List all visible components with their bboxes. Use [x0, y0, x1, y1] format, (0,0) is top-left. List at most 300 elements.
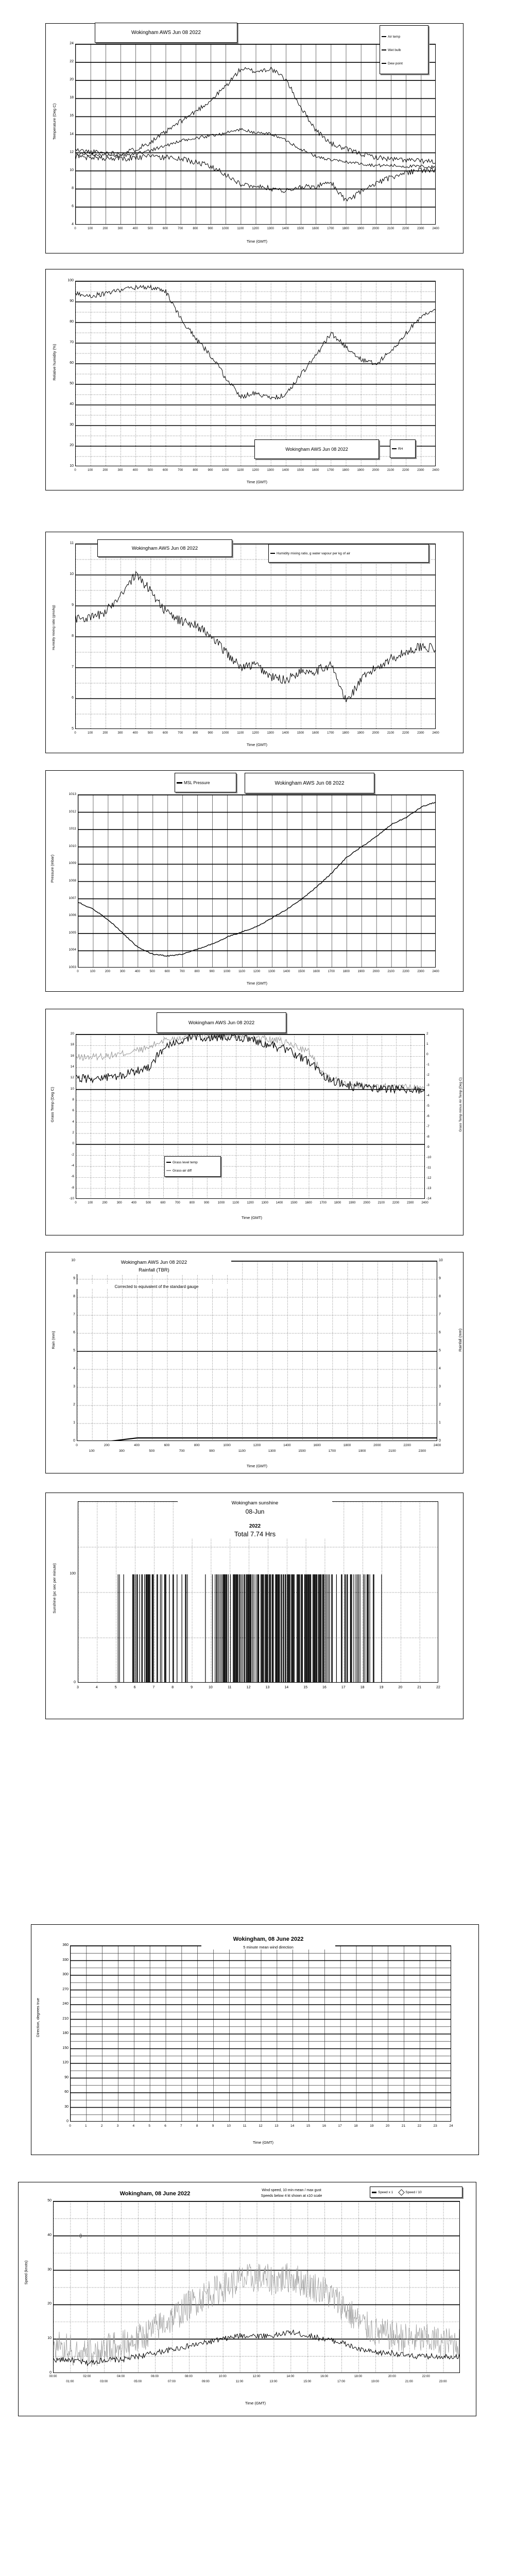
x-tick-label: 600: [164, 970, 170, 973]
chart-title-sunshine-line3: 2022: [249, 1523, 261, 1529]
x-tick-label: 1600: [312, 469, 319, 472]
x-tick-label: 03:00: [100, 2380, 108, 2383]
y-tick-label: 6: [439, 1331, 441, 1334]
y-tick-label: 10: [439, 1259, 443, 1262]
x-tick-label: 1800: [342, 469, 349, 472]
x-tick-label: 2400: [432, 469, 439, 472]
x-tick-label: 1600: [313, 970, 320, 973]
x-tick-label: 15: [306, 2124, 311, 2128]
y-tick-label: 330: [62, 1958, 68, 1962]
chart-panel-humidity-mixing-ratio: [45, 532, 464, 753]
x-tick-label: 1400: [282, 732, 289, 735]
y-axis-title-msl-pressure: Pressure (mbar): [50, 854, 55, 883]
x-tick-label: 600: [160, 1201, 166, 1205]
x-tick-label: 1800: [342, 970, 350, 973]
y-tick-label: 8: [72, 634, 74, 638]
y-axis-title-temperature: Temperature (Deg C): [52, 103, 57, 140]
y-tick-label: -10: [69, 1197, 74, 1200]
y-axis-title-wind-direction: Direction, degrees true: [36, 1998, 40, 2037]
x-tick-label: 1500: [297, 732, 304, 735]
y-tick-label: -10: [426, 1156, 432, 1159]
x-tick-label: 400: [132, 732, 138, 735]
x-tick-label: 20:00: [388, 2375, 396, 2378]
x-tick-label: 2400: [432, 970, 439, 973]
y-tick-label: 0: [72, 1142, 74, 1146]
y-tick-label: 1: [439, 1421, 441, 1425]
y-tick-label: 1005: [68, 930, 76, 935]
x-tick-label: 12: [259, 2124, 263, 2128]
y-tick-label: 10: [70, 572, 74, 576]
x-tick-label: 1200: [253, 970, 261, 973]
y-tick-label: 360: [62, 1943, 68, 1947]
y-tick-label: 4: [72, 1120, 74, 1124]
chart-legend-msl-pressure: [175, 773, 236, 792]
x-tick-label: 600: [162, 227, 168, 230]
y-tick-label: 80: [70, 320, 74, 324]
x-tick-label: 400: [132, 227, 138, 230]
x-tick-label: 700: [178, 469, 183, 472]
x-tick-label: 2200: [402, 732, 409, 735]
x-tick-label: 2000: [372, 227, 379, 230]
x-tick-label: 1100: [232, 1201, 239, 1205]
x-tick-label: 200: [105, 970, 110, 973]
x-tick-label: 2: [100, 2124, 103, 2128]
x-tick-label: 1800: [342, 227, 349, 230]
x-tick-label: 1500: [298, 1449, 306, 1453]
x-tick-label: 800: [193, 469, 198, 472]
x-tick-label: 1500: [298, 970, 305, 973]
x-tick-label: 600: [164, 1444, 170, 1447]
y-tick-label: 8: [439, 1295, 441, 1298]
y-tick-label: -8: [71, 1185, 74, 1190]
y-tick-label: 6: [72, 204, 74, 208]
x-tick-label: 2000: [372, 469, 379, 472]
y-tick-label: 20: [70, 78, 74, 82]
y-tick-label: 40: [47, 2233, 52, 2237]
y-axis-title-relative-humidity: Relative humidity (%): [52, 344, 57, 381]
x-tick-label: 1000: [221, 469, 229, 472]
x-tick-label: 900: [204, 1201, 210, 1205]
y-tick-label: 5: [72, 727, 74, 731]
x-tick-label: 1300: [267, 227, 274, 230]
x-tick-label: 3: [116, 2124, 119, 2128]
x-tick-label: 3: [77, 1686, 79, 1689]
trace-wind-direction: [71, 1946, 451, 2122]
y-tick-label: 100: [67, 279, 74, 282]
y-tick-label: 9: [72, 603, 74, 607]
x-tick-label: 2100: [387, 469, 394, 472]
legend-swatch-air-temp: [382, 36, 386, 37]
x-tick-label: 05:00: [134, 2380, 142, 2383]
x-tick-label: 19: [379, 1686, 384, 1689]
x-tick-label: 13: [274, 2124, 279, 2128]
x-axis-title-relative-humidity: Time (GMT): [246, 480, 268, 484]
x-tick-label: 300: [116, 1201, 122, 1205]
y-tick-label: 30: [64, 2105, 68, 2109]
chart-subtitle-wind-speed-line1: Wind speed, 10 min mean / max gust: [262, 2189, 321, 2192]
plot-area-grass-temperature: [76, 1034, 425, 1199]
y-tick-label: 120: [62, 2061, 68, 2064]
y-tick-label: 2: [426, 1032, 428, 1036]
x-tick-label: 0: [76, 1444, 78, 1447]
legend-label-rh: RH: [398, 447, 403, 451]
x-tick-label: 20: [386, 2124, 390, 2128]
x-tick-label: 1400: [282, 469, 289, 472]
plot-area-msl-pressure: [78, 794, 436, 968]
y-tick-label: 9: [73, 1277, 75, 1280]
x-tick-label: 300: [117, 732, 123, 735]
x-tick-label: 900: [208, 469, 213, 472]
x-tick-label: 0: [77, 970, 79, 973]
y-tick-label: -2: [71, 1153, 74, 1157]
x-tick-label: 2100: [387, 227, 394, 230]
chart-title-rainfall-line2: Rainfall (TBR): [139, 1267, 169, 1273]
y-tick-label: 7: [72, 665, 74, 669]
legend-swatch-wet-bulb: [382, 49, 386, 50]
x-tick-label: 11: [228, 1686, 232, 1689]
x-tick-label: 700: [178, 227, 183, 230]
legend-swatch-speed-x1: [372, 2192, 376, 2193]
y-tick-label: 6: [72, 696, 74, 700]
x-tick-label: 2200: [402, 469, 409, 472]
x-tick-label: 1700: [327, 227, 334, 230]
chart-title-sunshine: [178, 1500, 332, 1538]
x-tick-label: 600: [162, 469, 168, 472]
x-tick-label: 1000: [221, 732, 229, 735]
chart-legend-humidity-mixing-ratio: [268, 544, 429, 563]
x-tick-label: 16: [322, 1686, 327, 1689]
y-tick-label: 20: [70, 1032, 74, 1036]
y-tick-label: 1010: [68, 844, 76, 848]
x-tick-label: 4: [95, 1686, 98, 1689]
x-tick-label: 1900: [357, 732, 364, 735]
y-axis-title-rainfall-right: Rainfall (mm): [458, 1328, 462, 1352]
x-tick-label: 1000: [223, 970, 231, 973]
x-tick-label: 200: [102, 469, 108, 472]
x-tick-label: 2200: [392, 1201, 400, 1205]
trace-humidity-mixing-ratio: [76, 544, 436, 729]
x-tick-label: 10: [227, 2124, 231, 2128]
x-tick-label: 2300: [407, 1201, 414, 1205]
plot-area-wind-direction: [70, 1945, 451, 2122]
x-tick-label: 0: [74, 469, 76, 472]
chart-panel-wind-direction: [31, 1924, 479, 2155]
y-tick-label: -6: [426, 1114, 430, 1118]
y-tick-label: 1: [73, 1421, 75, 1425]
x-tick-label: 1200: [247, 1201, 254, 1205]
legend-label-air-temp: Air temp: [388, 35, 401, 39]
chart-panel-wind-speed: [18, 2182, 476, 2416]
x-tick-label: 1400: [282, 227, 289, 230]
x-tick-label: 08:00: [184, 2375, 193, 2378]
x-tick-label: 1900: [358, 1449, 366, 1453]
x-tick-label: 700: [179, 970, 185, 973]
x-tick-label: 100: [88, 227, 93, 230]
x-tick-label: 800: [193, 732, 198, 735]
y-tick-label: 4: [72, 223, 74, 226]
y-tick-label: 1012: [68, 809, 76, 814]
y-tick-label: 0: [49, 2371, 52, 2375]
x-tick-label: 2400: [432, 732, 439, 735]
x-tick-label: 1500: [297, 469, 304, 472]
x-tick-label: 06:00: [150, 2375, 159, 2378]
x-tick-label: 500: [147, 469, 153, 472]
legend-swatch-grass-level-temp: [166, 1162, 171, 1163]
y-tick-label: 40: [70, 402, 74, 406]
x-tick-label: 2100: [388, 1449, 396, 1453]
y-tick-label: 20: [47, 2302, 52, 2306]
x-tick-label: 500: [147, 227, 153, 230]
chart-title-grass-temperature: Wokingham AWS Jun 08 2022: [157, 1012, 286, 1033]
y-tick-label: 8: [73, 1295, 75, 1298]
x-tick-label: 07:00: [167, 2380, 176, 2383]
x-tick-label: 1600: [312, 227, 319, 230]
y-tick-label: -11: [426, 1166, 431, 1170]
x-tick-label: 1500: [297, 227, 304, 230]
chart-title-wind-direction-line2: 5 minute mean wind direction: [243, 1945, 294, 1950]
x-tick-label: 1100: [238, 1449, 246, 1453]
chart-panel-sunshine: [45, 1493, 464, 1719]
x-tick-label: 800: [189, 1201, 195, 1205]
x-tick-label: 2300: [417, 469, 424, 472]
chart-panel-msl-pressure: [45, 770, 464, 992]
x-tick-label: 2300: [417, 970, 424, 973]
x-tick-label: 100: [88, 732, 93, 735]
x-tick-label: 900: [209, 970, 215, 973]
y-tick-label: -12: [426, 1176, 432, 1180]
x-tick-label: 1900: [357, 469, 364, 472]
x-tick-label: 2100: [377, 1201, 385, 1205]
chart-title-humidity-mixing-ratio: Wokingham AWS Jun 08 2022: [97, 539, 232, 557]
x-tick-label: 900: [209, 1449, 215, 1453]
x-tick-label: 17:00: [337, 2380, 346, 2383]
x-tick-label: 100: [88, 469, 93, 472]
x-tick-label: 500: [149, 1449, 155, 1453]
x-tick-label: 2000: [372, 970, 380, 973]
x-tick-label: 2400: [433, 1444, 441, 1447]
y-tick-label: 9: [439, 1277, 441, 1280]
x-tick-label: 600: [162, 732, 168, 735]
x-tick-label: 0: [74, 227, 76, 230]
y-tick-label: 150: [62, 2046, 68, 2050]
y-tick-label: 8: [72, 186, 74, 190]
x-tick-label: 2300: [418, 1449, 426, 1453]
x-tick-label: 15: [303, 1686, 307, 1689]
x-tick-label: 800: [194, 1444, 200, 1447]
y-tick-label: 3: [439, 1385, 441, 1388]
x-tick-label: 100: [89, 1449, 95, 1453]
trace-wind-speed: [54, 2201, 460, 2373]
y-tick-label: 18: [70, 1043, 74, 1047]
x-tick-label: 0: [75, 1201, 77, 1205]
legend-label-speed-div10: Speed / 10: [405, 2190, 422, 2194]
legend-label-grass-level-temp: Grass level temp: [173, 1160, 198, 1164]
y-tick-label: -9: [426, 1145, 430, 1149]
plot-area-relative-humidity: [75, 281, 436, 466]
x-tick-label: 2000: [363, 1201, 370, 1205]
legend-label-speed-x1: Speed x 1: [378, 2190, 393, 2194]
x-tick-label: 900: [208, 732, 213, 735]
x-tick-label: 1400: [276, 1201, 283, 1205]
chart-panel-temperature: [45, 23, 464, 253]
x-tick-label: 1300: [261, 1201, 268, 1205]
x-tick-label: 1100: [237, 732, 244, 735]
x-tick-label: 700: [179, 1449, 185, 1453]
x-tick-label: 1600: [305, 1201, 312, 1205]
trace-grass-temperature: [76, 1035, 425, 1199]
y-tick-label: 7: [73, 1313, 75, 1316]
x-tick-label: 14: [290, 2124, 295, 2128]
x-tick-label: 1700: [327, 732, 334, 735]
x-tick-label: 18: [360, 1686, 365, 1689]
x-tick-label: 1800: [334, 1201, 341, 1205]
x-tick-label: 8: [196, 2124, 198, 2128]
x-tick-label: 01:00: [66, 2380, 74, 2383]
x-tick-label: 6: [164, 2124, 166, 2128]
y-tick-label: 10: [70, 168, 74, 172]
x-tick-label: 500: [149, 970, 155, 973]
y-tick-label: 12: [70, 150, 74, 154]
x-tick-label: 11:00: [235, 2380, 244, 2383]
x-tick-label: 100: [90, 970, 95, 973]
x-tick-label: 17: [338, 2124, 342, 2128]
y-tick-label: 1004: [68, 948, 76, 952]
x-tick-label: 1300: [268, 1449, 276, 1453]
x-tick-label: 5: [114, 1686, 117, 1689]
x-tick-label: 22: [436, 1686, 440, 1689]
chart-title-relative-humidity: Wokingham AWS Jun 08 2022: [254, 439, 379, 459]
y-tick-label: 0: [66, 2120, 68, 2123]
y-tick-label: 2: [439, 1403, 441, 1406]
y-tick-label: 18: [70, 96, 74, 100]
x-tick-label: 700: [178, 732, 183, 735]
chart-panel-rainfall: [45, 1252, 464, 1473]
x-tick-label: 1200: [252, 227, 259, 230]
y-tick-label: -2: [426, 1073, 430, 1077]
legend-label-dew-point: Dew point: [388, 61, 403, 65]
x-tick-label: 2400: [432, 227, 439, 230]
x-tick-label: 14:00: [286, 2375, 295, 2378]
y-tick-label: 16: [70, 114, 74, 118]
x-tick-label: 1100: [237, 469, 244, 472]
x-tick-label: 1600: [312, 732, 319, 735]
x-tick-label: 1900: [357, 970, 365, 973]
legend-swatch-dew-point: [382, 63, 386, 64]
y-tick-label: 0: [74, 1681, 76, 1684]
y-tick-label: 14: [70, 1065, 74, 1069]
x-tick-label: 8: [171, 1686, 174, 1689]
y-tick-label: 2: [73, 1403, 75, 1406]
y-tick-label: 180: [62, 2031, 68, 2035]
x-tick-label: 7: [152, 1686, 155, 1689]
y-tick-label: -7: [426, 1125, 430, 1128]
x-tick-label: 2200: [403, 1444, 411, 1447]
legend-label-hmr: Humidity mixing ratio, g water vapour per kg of air: [277, 551, 351, 555]
x-tick-label: 0: [69, 2124, 71, 2128]
y-tick-label: -13: [426, 1187, 432, 1190]
x-tick-label: 23:00: [439, 2380, 447, 2383]
y-tick-label: 1: [426, 1042, 428, 1046]
x-tick-label: 02:00: [83, 2375, 91, 2378]
y-tick-label: -5: [426, 1104, 430, 1108]
y-tick-label: 270: [62, 1987, 68, 1991]
x-tick-label: 1200: [252, 732, 259, 735]
x-tick-label: 400: [132, 469, 138, 472]
chart-title-rainfall-line1: Wokingham AWS Jun 08 2022: [121, 1260, 187, 1265]
y-tick-label: 10: [47, 2336, 52, 2341]
x-tick-label: 17: [341, 1686, 346, 1689]
y-tick-label: 6: [72, 1109, 74, 1113]
x-tick-label: 1100: [238, 970, 245, 973]
x-axis-title-rainfall: Time (GMT): [246, 1464, 268, 1468]
x-tick-label: 1200: [253, 1444, 261, 1447]
x-tick-label: 10: [208, 1686, 213, 1689]
chart-legend-temperature: [380, 25, 428, 74]
x-tick-label: 13: [265, 1686, 270, 1689]
x-tick-label: 0: [74, 732, 76, 735]
y-tick-label: 90: [70, 299, 74, 303]
y-tick-label: -4: [71, 1164, 74, 1167]
x-tick-label: 1300: [268, 970, 276, 973]
y-tick-label: 240: [62, 2002, 68, 2006]
x-tick-label: 21: [417, 1686, 422, 1689]
y-tick-label: 10: [70, 1087, 74, 1091]
x-tick-label: 1400: [283, 1444, 291, 1447]
x-tick-label: 23: [433, 2124, 437, 2128]
chart-subtitle-wind-speed: [225, 2188, 358, 2199]
y-tick-label: 1003: [68, 965, 76, 969]
y-axis-title-grass-temperature: Grass Temp (Deg C): [50, 1087, 55, 1123]
legend-swatch-speed-div10: [398, 2189, 405, 2196]
x-tick-label: 12:00: [252, 2375, 261, 2378]
y-tick-label: 1008: [68, 879, 76, 883]
plot-area-wind-speed: [53, 2201, 460, 2373]
x-tick-label: 900: [208, 227, 213, 230]
chart-title-sunshine-line2: 08-Jun: [245, 1508, 265, 1515]
y-tick-label: -8: [426, 1135, 430, 1139]
x-axis-title-humidity-mixing-ratio: Time (GMT): [246, 742, 268, 747]
chart-title-msl-pressure: Wokingham AWS Jun 08 2022: [245, 773, 374, 793]
chart-title-wind-direction: [201, 1936, 335, 1950]
y-tick-label: 1009: [68, 861, 76, 866]
y-tick-label: 14: [70, 132, 74, 136]
x-tick-label: 12: [246, 1686, 251, 1689]
x-tick-label: 7: [180, 2124, 182, 2128]
x-tick-label: 21:00: [405, 2380, 413, 2383]
y-tick-label: -3: [426, 1083, 430, 1087]
chart-legend-relative-humidity: [390, 439, 416, 458]
y-tick-label: 3: [73, 1385, 75, 1388]
x-tick-label: 09:00: [201, 2380, 210, 2383]
y-axis-title-humidity-mixing-ratio: Humidity mixing ratio (gms/kg): [52, 605, 56, 650]
y-tick-label: 12: [70, 1076, 74, 1080]
y-tick-label: 11: [70, 541, 74, 545]
legend-label-grass-air-diff: Grass-air diff: [173, 1168, 192, 1173]
x-tick-label: 800: [193, 227, 198, 230]
trace-msl-pressure: [78, 795, 436, 968]
y-tick-label: 8: [72, 1098, 74, 1101]
x-tick-label: 400: [134, 1444, 140, 1447]
x-tick-label: 400: [134, 970, 140, 973]
x-tick-label: 1300: [267, 469, 274, 472]
y-axis-title-sunshine: Sunshine (pc sec per minute): [52, 1563, 57, 1614]
chart-title-wind-speed: Wokingham, 08 June 2022: [88, 2191, 222, 2197]
x-tick-label: 04:00: [117, 2375, 125, 2378]
x-tick-label: 1800: [342, 732, 349, 735]
x-tick-label: 22:00: [422, 2375, 430, 2378]
y-tick-label: 2: [72, 1131, 74, 1134]
x-tick-label: 15:00: [303, 2380, 312, 2383]
